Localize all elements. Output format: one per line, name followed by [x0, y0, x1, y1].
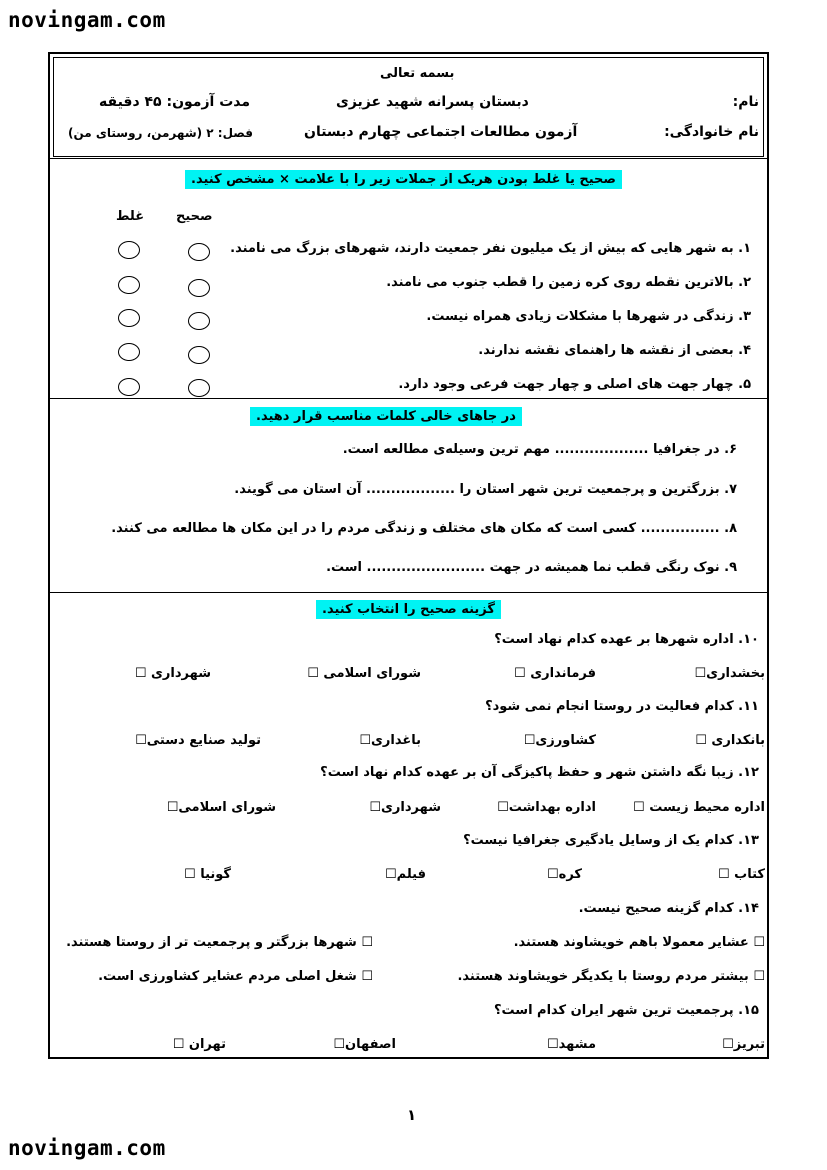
section2-title: در جاهای خالی کلمات مناسب قرار دهید.: [250, 407, 522, 426]
mc11-option-4[interactable]: تولید صنایع دستی☐: [135, 733, 261, 748]
mc14-option-2[interactable]: ☐ شهرها بزرگتر و پرجمعیت تر از روستا هستند.: [66, 935, 373, 950]
mc15-option-2[interactable]: مشهد☐: [546, 1037, 596, 1052]
mc11-option-3[interactable]: باغداری☐: [359, 733, 421, 748]
exam-duration: مدت آزمون: ۴۵ دقیقه: [99, 94, 251, 110]
blank-item-7: ۷. بزرگترین و پرجمعیت ترین شهر استان را .................. آن استان می گویند.: [234, 482, 737, 497]
mc15-option-3[interactable]: اصفهان☐: [333, 1037, 396, 1052]
basmala: بسمه تعالی: [380, 66, 455, 81]
mc13-option-4[interactable]: گونیا ☐: [184, 867, 231, 882]
mc13-option-1[interactable]: کتاب ☐: [718, 867, 765, 882]
mc14-option-4[interactable]: ☐ شغل اصلی مردم عشایر کشاورزی است.: [98, 969, 373, 984]
page-number: ۱: [407, 1106, 417, 1124]
section1-title: صحیح یا غلط بودن هریک از جملات زیر را با علامت × مشخص کنید.: [185, 170, 622, 189]
tf-item-5: ۵. چهار جهت های اصلی و چهار جهت فرعی وجود دارد.: [398, 377, 751, 392]
exam-sheet: [48, 52, 769, 1059]
blank-item-6: ۶. در جغرافیا ................... مهم ترین وسیله‌ی مطالعه است.: [342, 442, 737, 457]
mc11-option-2[interactable]: کشاورزی☐: [523, 733, 596, 748]
mc10-option-3[interactable]: شورای اسلامی ☐: [307, 666, 421, 681]
mc-question-12: ۱۲. زیبا نگه داشتن شهر و حفظ پاکیزگی آن بر عهده کدام نهاد است؟: [320, 765, 759, 780]
blank-item-9: ۹. نوک رنگی قطب نما همیشه در جهت ........................ است.: [326, 560, 737, 575]
mc-question-15: ۱۵. پرجمعیت ترین شهر ایران کدام است؟: [493, 1003, 759, 1018]
false-column-label: غلط: [116, 209, 145, 224]
fill-blank-section: [50, 398, 767, 593]
tf-item-2: ۲. بالاترین نقطه روی کره زمین را قطب جنوب می نامند.: [386, 275, 751, 290]
mc12-option-1[interactable]: اداره محیط زیست ☐: [633, 800, 765, 815]
tf-2-true-circle[interactable]: [188, 279, 210, 297]
tf-3-true-circle[interactable]: [188, 312, 210, 330]
true-false-section: [50, 158, 767, 399]
watermark-bottom: novingam.com: [8, 1136, 166, 1160]
watermark-top: novingam.com: [8, 8, 166, 32]
tf-item-4: ۴. بعضی از نقشه ها راهنمای نقشه ندارند.: [478, 343, 751, 358]
tf-3-false-circle[interactable]: [118, 309, 140, 327]
tf-5-true-circle[interactable]: [188, 379, 210, 397]
multiple-choice-section: [50, 592, 767, 1062]
chapter-info: فصل: ۲ (شهرمن، روستای من): [68, 126, 253, 140]
mc12-option-3[interactable]: شهرداری☐: [369, 800, 441, 815]
mc-question-14: ۱۴. کدام گزینه صحیح نیست.: [578, 901, 759, 916]
family-label: نام خانوادگی:: [664, 124, 759, 140]
name-label: نام:: [732, 94, 759, 110]
tf-item-3: ۳. زندگی در شهرها با مشکلات زیادی همراه نیست.: [426, 309, 751, 324]
mc-question-11: ۱۱. کدام فعالیت در روستا انجام نمی شود؟: [485, 699, 759, 714]
section3-title: گزینه صحیح را انتخاب کنید.: [316, 600, 501, 619]
exam-title: آزمون مطالعات اجتماعی چهارم دبستان: [304, 124, 578, 140]
mc13-option-2[interactable]: کره☐: [547, 867, 582, 882]
mc-question-13: ۱۳. کدام یک از وسایل یادگیری جغرافیا نیست؟: [463, 833, 759, 848]
mc-question-10: ۱۰. اداره شهرها بر عهده کدام نهاد است؟: [494, 632, 759, 647]
mc10-option-4[interactable]: شهرداری ☐: [134, 666, 211, 681]
mc15-option-1[interactable]: تبریز☐: [722, 1037, 765, 1052]
mc11-option-1[interactable]: بانکداری ☐: [695, 733, 765, 748]
mc13-option-3[interactable]: فیلم☐: [385, 867, 426, 882]
tf-4-false-circle[interactable]: [118, 343, 140, 361]
tf-5-false-circle[interactable]: [118, 378, 140, 396]
mc14-option-1[interactable]: ☐ عشایر معمولا باهم خویشاوند هستند.: [513, 935, 765, 950]
tf-1-true-circle[interactable]: [188, 243, 210, 261]
blank-item-8: ۸. ................ کسی است که مکان های مختلف و زندگی مردم را در این مکان ها مطالعه می کنند.: [111, 521, 737, 536]
school-name: دبستان پسرانه شهید عزیزی: [336, 94, 529, 110]
tf-2-false-circle[interactable]: [118, 276, 140, 294]
tf-1-false-circle[interactable]: [118, 241, 140, 259]
mc12-option-4[interactable]: شورای اسلامی☐: [166, 800, 276, 815]
mc10-option-2[interactable]: فرمانداری ☐: [514, 666, 596, 681]
mc12-option-2[interactable]: اداره بهداشت☐: [497, 800, 596, 815]
true-column-label: صحیح: [176, 209, 213, 224]
mc15-option-4[interactable]: تهران ☐: [172, 1037, 226, 1052]
mc14-option-3[interactable]: ☐ بیشتر مردم روستا با یکدیگر خویشاوند هستند.: [457, 969, 765, 984]
tf-item-1: ۱. به شهر هایی که بیش از یک میلیون نفر جمعیت دارند، شهرهای بزرگ می نامند.: [230, 241, 751, 256]
tf-4-true-circle[interactable]: [188, 346, 210, 364]
mc10-option-1[interactable]: بخشداری☐: [694, 666, 765, 681]
